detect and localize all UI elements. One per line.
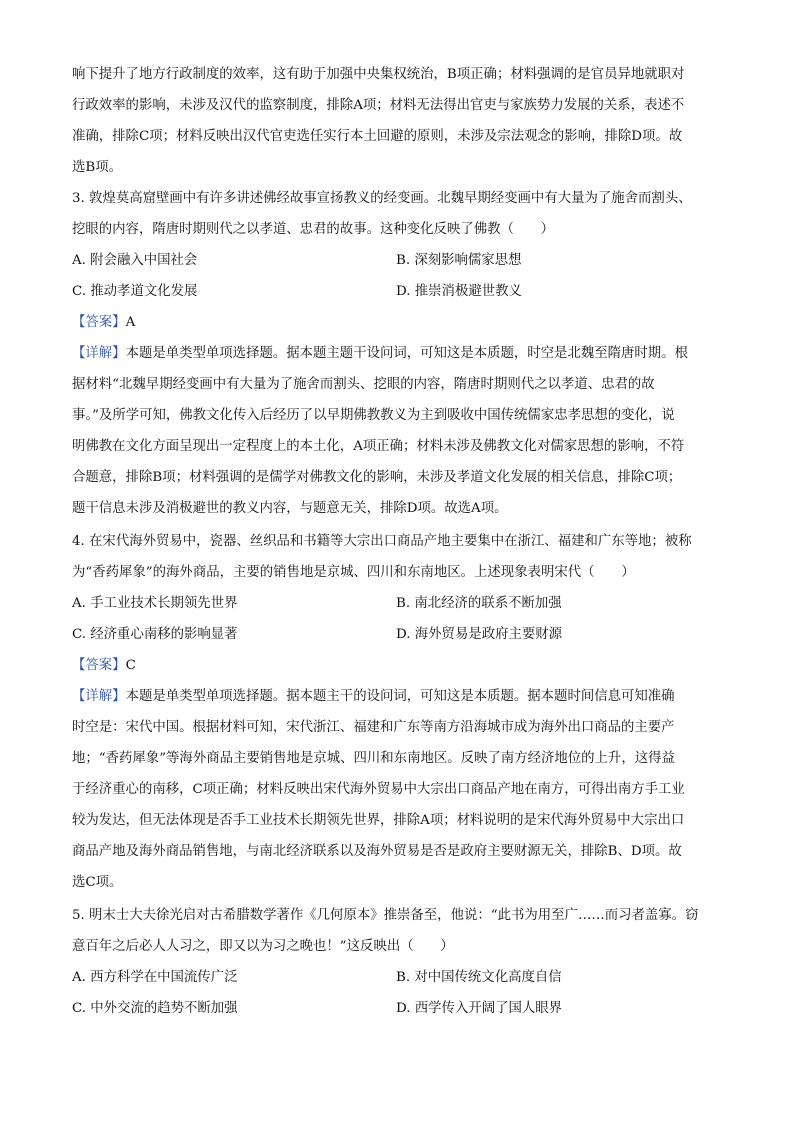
answer-label: 【答案】 bbox=[72, 658, 126, 673]
question-3-stem: 3. 敦煌莫高窟壁画中有许多讲述佛经故事宣扬教义的经变画。北魏早期经变画中有大量为了施舍而割头、 bbox=[72, 191, 692, 206]
answer-label: 【答案】 bbox=[72, 315, 126, 330]
q3-detail-line: 事。”及所学可知，佛教文化传入后经历了以早期佛教教义为主到吸收中国传统儒家忠孝思想的变化，说 bbox=[72, 408, 675, 423]
q4-detail-line: 地；“香药犀象”等海外商品主要销售地是京城、四川和东南地区。反映了南方经济地位的上升，这得益 bbox=[72, 751, 675, 766]
q3-detail-line: 明佛教在文化方面呈现出一定程度上的本土化，A项正确；材料未涉及佛教文化对儒家思想的影响，不符 bbox=[72, 439, 685, 454]
q3-detail-line: 题干信息未涉及消极避世的教义内容，与题意无关，排除D项。故选A项。 bbox=[72, 501, 508, 516]
q4-detail-line: 较为发达，但无法体现是否手工业技术长期领先世界，排除A项；材料说明的是宋代海外贸易中大宗出口 bbox=[72, 813, 685, 828]
answer-value: C bbox=[125, 658, 136, 673]
question-4-stem: 4. 在宋代海外贸易中，瓷器、丝织品和书籍等大宗出口商品产地主要集中在浙江、福建和广东等地；被称 bbox=[72, 534, 692, 549]
q4-option-c: C. 经济重心南移的影响显著 bbox=[72, 627, 238, 642]
detail-label: 【详解】 bbox=[72, 346, 126, 361]
q4-option-d: D. 海外贸易是政府主要财源 bbox=[396, 627, 563, 642]
text-line: 行政效率的影响，未涉及汉代的监察制度，排除A项；材料无法得出官吏与家族势力发展的关系，表述不 bbox=[72, 98, 685, 113]
q3-option-c: C. 推动孝道文化发展 bbox=[72, 284, 198, 299]
q3-option-a: A. 附会融入中国社会 bbox=[72, 253, 198, 268]
detail-label: 【详解】 bbox=[72, 689, 126, 704]
q5-option-d: D. 西学传入开阔了国人眼界 bbox=[396, 1001, 563, 1016]
question-5-stem: 5. 明末士大夫徐光启对古希腊数学著作《几何原本》推崇备至，他说：“此书为用至广……而习者盖寡。窃 bbox=[72, 908, 699, 923]
answer-value: A bbox=[125, 315, 136, 330]
q4-detail-line: 于经济重心的南移，C项正确；材料反映出宋代海外贸易中大宗出口商品产地在南方，可得出南方手工业 bbox=[72, 782, 685, 797]
question-3-stem: 挖眼的内容，隋唐时期则代之以孝道、忠君的故事。这种变化反映了佛教（ ） bbox=[72, 222, 555, 237]
question-5-stem: 意百年之后必人人习之，即又以为习之晚也！”这反映出（ ） bbox=[72, 939, 454, 954]
detail-text: 本题是单类型单项选择题。据本题主干的设问词，可知这是本质题。据本题时间信息可知准确 bbox=[125, 689, 675, 704]
detail-text: 本题是单类型单项选择题。据本题主题干设问词，可知这是本质题，时空是北魏至隋唐时期。根 bbox=[125, 346, 688, 361]
q4-option-b: B. 南北经济的联系不断加强 bbox=[396, 596, 562, 611]
q4-detail-line: 选C项。 bbox=[72, 875, 123, 890]
q3-detail-line bbox=[72, 341, 724, 367]
q4-option-a: A. 手工业技术长期领先世界 bbox=[72, 596, 238, 611]
q3-detail-line: 合题意，排除B项；材料强调的是儒学对佛教文化的影响，未涉及孝道文化发展的相关信息，排除C项； bbox=[72, 470, 682, 485]
q5-option-a: A. 西方科学在中国流传广泛 bbox=[72, 970, 238, 985]
question-4-stem: 为“香药犀象”的海外商品，主要的销售地是京城、四川和东南地区。上述现象表明宋代（ ） bbox=[72, 565, 635, 580]
q3-option-b: B. 深刻影响儒家思想 bbox=[396, 253, 522, 268]
text-line: 响下提升了地方行政制度的效率，这有助于加强中央集权统治，B项正确；材料强调的是官员异地就职对 bbox=[72, 67, 685, 82]
q4-answer bbox=[72, 653, 724, 679]
q4-detail-line: 时空是：宋代中国。根据材料可知，宋代浙江、福建和广东等南方沿海城市成为海外出口商品的主要产 bbox=[72, 720, 675, 735]
text-line: 准确，排除C项；材料反映出汉代官吏选任实行本土回避的原则，未涉及宗法观念的影响，排除D项。故 bbox=[72, 129, 683, 144]
q5-option-b: B. 对中国传统文化高度自信 bbox=[396, 970, 562, 985]
q4-detail-line: 商品产地及海外商品销售地，与南北经济联系以及海外贸易是否是政府主要财源无关，排除B、D项。故 bbox=[72, 844, 682, 859]
q5-option-c: C. 中外交流的趋势不断加强 bbox=[72, 1001, 238, 1016]
q3-detail-line: 据材料“北魏早期经变画中有大量为了施舍而割头、挖眼的内容，隋唐时期则代之以孝道、忠君的故 bbox=[72, 377, 655, 392]
q3-option-d: D. 推崇消极避世教义 bbox=[396, 284, 522, 299]
q3-answer bbox=[72, 310, 724, 336]
text-line: 选B项。 bbox=[72, 160, 123, 175]
q4-detail-line bbox=[72, 684, 724, 710]
